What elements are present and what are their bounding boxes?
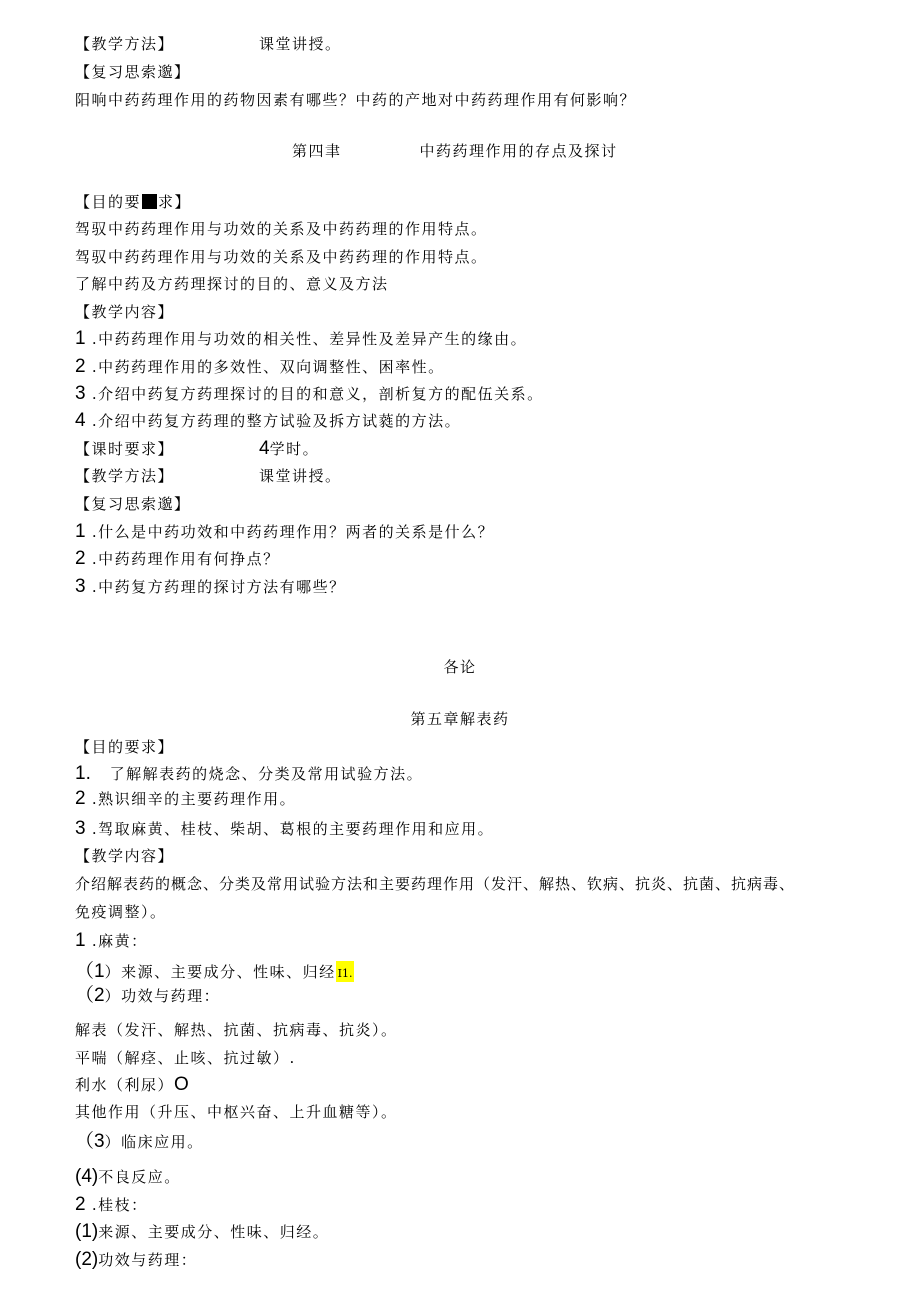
chapter-4-number: 第四聿 [292,142,342,160]
item-text: .驾取麻黄、桂枝、柴胡、葛根的主要药理作用和应用。 [91,820,495,838]
item-number: 3 [75,818,86,839]
efficacy-line-2: 平喘（解痉、止咳、抗过敏）. [75,1049,296,1067]
review-question-text: 阳响中药药理作用的药物因素有哪些？中药的产地对中药药理作用有何影响？ [75,91,637,109]
item-number: 1 [75,521,86,542]
class-hours-number: 4 [259,438,270,459]
item-number: (1) [75,1221,99,1242]
teaching-method-line-1 [75,34,342,54]
item-number: 1 [75,328,86,349]
item-number: (2) [75,1249,99,1270]
item-number: 2 [75,1194,86,1215]
item-number: (4) [75,1166,99,1187]
objectives-heading-ch5: 【目的要求】 [75,738,175,756]
item-number: 2 [75,356,86,377]
item-text: .麻黄： [91,932,148,950]
item-number: 2 [94,985,105,1006]
objectives-heading-part-a: 【目的要 [75,193,142,211]
paren-open: （ [75,985,95,1006]
item-text: .中药药理作用的多效性、双向调整性、困率性。 [91,358,445,376]
item-number: 1 [94,961,105,982]
chapter-5-title: 第五章解表药 [410,710,510,728]
review-item-1 [75,522,494,542]
item-text: 来源、主要成分、性味、归经。 [98,1223,330,1241]
teaching-method-line-2 [75,466,342,486]
drug-1-sub-3 [75,1132,204,1152]
ch5-objective-3 [75,819,494,839]
teaching-method-label: 【教学方法】 [75,35,175,53]
paren-open: （ [75,961,95,982]
class-hours-unit: 学时。 [269,440,320,458]
drug-2-sub-2 [75,1250,197,1270]
item-number: 3 [75,383,86,404]
drug-1-sub-1 [75,962,354,984]
drug-1-heading [75,931,148,951]
item-text: 不良反应。 [98,1168,181,1186]
highlight-mark: I1. [336,961,355,982]
objective-line-1: 驾驭中药药理作用与功效的关系及中药药理的作用特点。 [75,220,488,238]
item-text: .中药复方药理的探讨方法有哪些？ [91,578,346,596]
trailing-mark: O [174,1074,189,1095]
item-number: 4 [75,410,86,431]
drug-2-heading [75,1195,148,1215]
objectives-heading-ch4 [75,192,191,212]
class-hours-label: 【课时要求】 [75,440,175,458]
item-text: .什么是中药功效和中药药理作用？两者的关系是什么？ [91,523,495,541]
teaching-content-heading-ch5: 【教学内容】 [75,847,175,865]
item-text: ）来源、主要成分、性味、归经 [104,963,336,981]
item-text: 了解解表药的烧念、分类及常用试验方法。 [109,765,424,783]
class-hours-line [75,439,319,459]
section-title: 各论 [443,658,477,676]
item-number: 3 [75,576,86,597]
review-questions-heading-1: 【复习思索邈】 [75,63,191,81]
objectives-heading-part-b: 求】 [158,193,192,211]
paren-open: （ [75,1131,95,1152]
efficacy-line-4: 其他作用（升压、中枢兴奋、上升血糖等）。 [75,1103,398,1121]
item-text: .中药药理作用有何挣点？ [91,550,280,568]
item-text: 功效与药理： [98,1251,198,1269]
chapter-4-title [292,141,618,161]
objective-line-2: 驾驭中药药理作用与功效的关系及中药药理的作用特点。 [75,248,488,266]
ch5-objective-2 [75,789,296,809]
review-item-3 [75,577,346,597]
item-number: 3 [94,1131,105,1152]
ch5-objective-1 [75,764,423,784]
efficacy-line-3 [75,1075,189,1095]
efficacy-line-1: 解表（发汗、解热、抗菌、抗病毒、抗炎）。 [75,1021,398,1039]
teaching-method-label: 【教学方法】 [75,467,175,485]
review-questions-heading-2: 【复习思索邈】 [75,495,191,513]
item-text: ）功效与药理： [104,987,221,1005]
drug-1-sub-4 [75,1167,181,1187]
item-number: 1 [75,930,86,951]
item-text: .中药药理作用与功效的相关性、差异性及差异产生的缘由。 [91,330,528,348]
content-item-3 [75,384,544,404]
teaching-method-value: 课堂讲授。 [259,467,342,485]
drug-2-sub-1 [75,1222,329,1242]
review-item-2 [75,549,280,569]
item-text: 利水（利尿） [75,1076,175,1094]
drug-1-sub-2 [75,986,220,1006]
content-item-1 [75,329,527,349]
content-item-4 [75,411,461,431]
item-text: .介绍中药复方药理探讨的目的和意义，剖析复方的配伍关系。 [91,385,544,403]
ch5-content-line-1: 介绍解表药的概念、分类及常用试验方法和主要药理作用（发汗、解热、钦病、抗炎、抗菌、抗病毒、 [75,875,796,893]
item-text: .桂枝： [91,1196,148,1214]
ch5-content-line-2: 免疫调整）。 [75,903,167,921]
item-text: .熟识细辛的主要药理作用。 [91,790,297,808]
redaction-block [142,194,157,209]
item-number: 1. [75,763,91,784]
item-text: ）临床应用。 [104,1133,204,1151]
teaching-content-heading-ch4: 【教学内容】 [75,303,175,321]
item-number: 2 [75,788,86,809]
objective-line-3: 了解中药及方药理探讨的目的、意义及方法 [75,275,389,293]
chapter-4-name: 中药药理作用的存点及探讨 [419,142,618,160]
content-item-2 [75,357,445,377]
item-number: 2 [75,548,86,569]
teaching-method-value: 课堂讲授。 [259,35,342,53]
item-text: .介绍中药复方药理的整方试验及拆方试蕤的方法。 [91,412,462,430]
